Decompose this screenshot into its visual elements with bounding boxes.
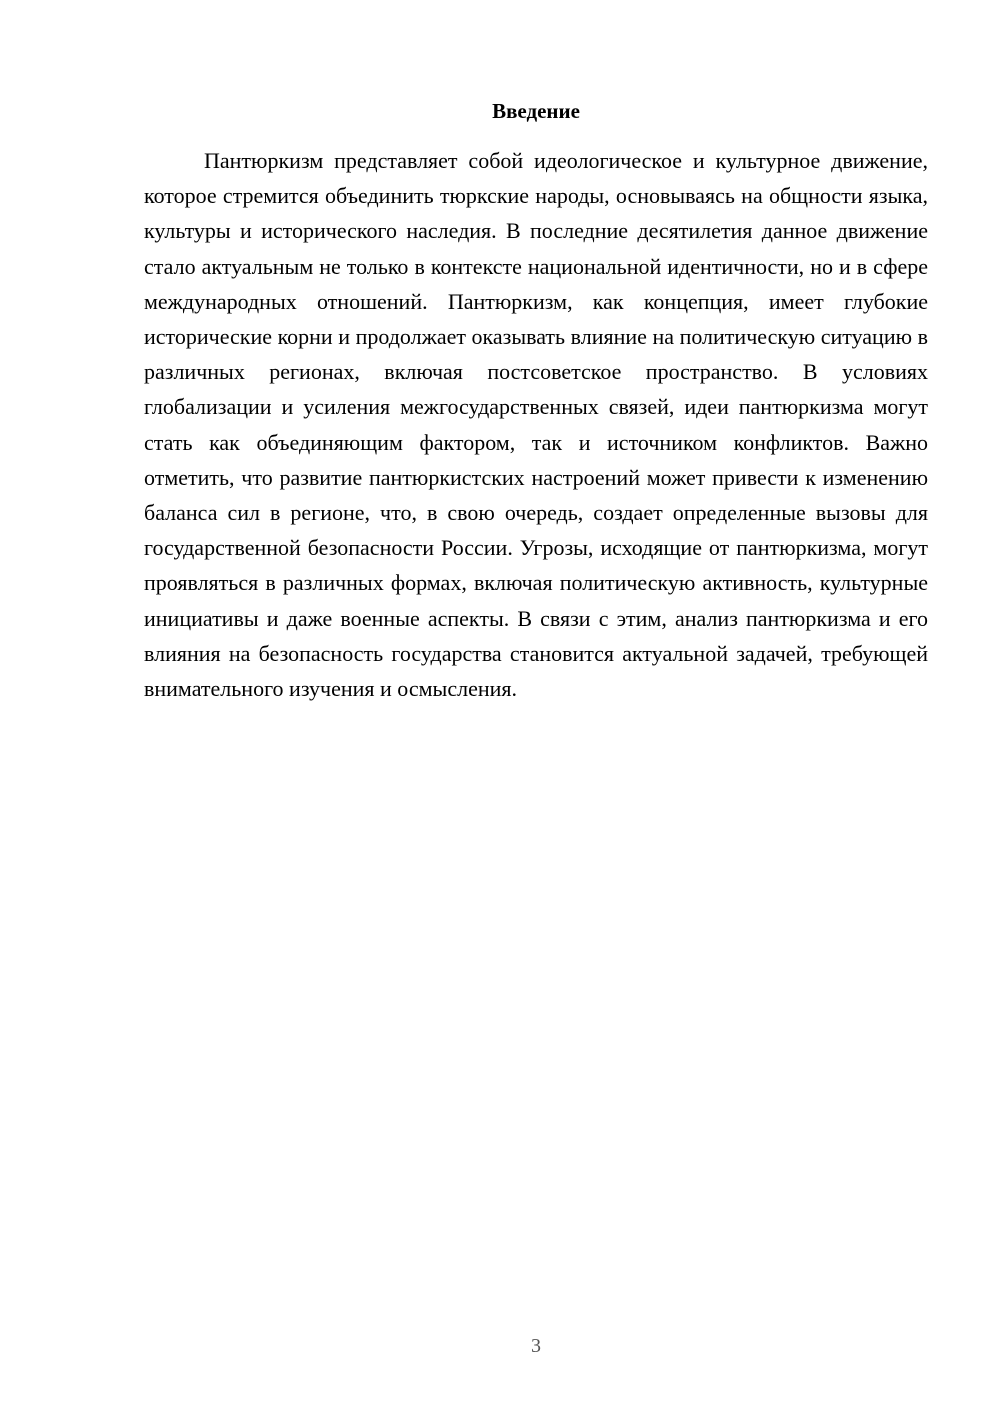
section-heading: Введение — [492, 99, 580, 123]
body-paragraph: Пантюркизм представляет собой идеологическое и культурное движение, которое стремится объединить тюркские народы, основываясь на общности языка, культуры и исторического наследия. В последние десятилетия данное движение стало актуальным не только в контексте национальной идентичности, но и в сфере международных отношений. Пантюркизм, как концепция, имеет глубокие исторические корни и продолжает оказывать влияние на политическую ситуацию в различных регионах, включая постсоветское пространство. В условиях глобализации и усиления межгосударственных связей, идеи пантюркизма могут стать как объединяющим фактором, так и источником конфликтов. Важно отметить, что развитие пантюркистских настроений может привести к изменению баланса сил в регионе, что, в свою очередь, создает определенные вызовы для государственной безопасности России. Угрозы, исходящие от пантюркизма, могут проявляться в различных формах, включая политическую активность, культурные инициативы и даже военные аспекты. В связи с этим, анализ пантюркизма и его влияния на безопасность государства становится актуальной задачей, требующей внимательного изучения и осмысления. — [144, 148, 928, 702]
page-number: 3 — [531, 1335, 541, 1357]
